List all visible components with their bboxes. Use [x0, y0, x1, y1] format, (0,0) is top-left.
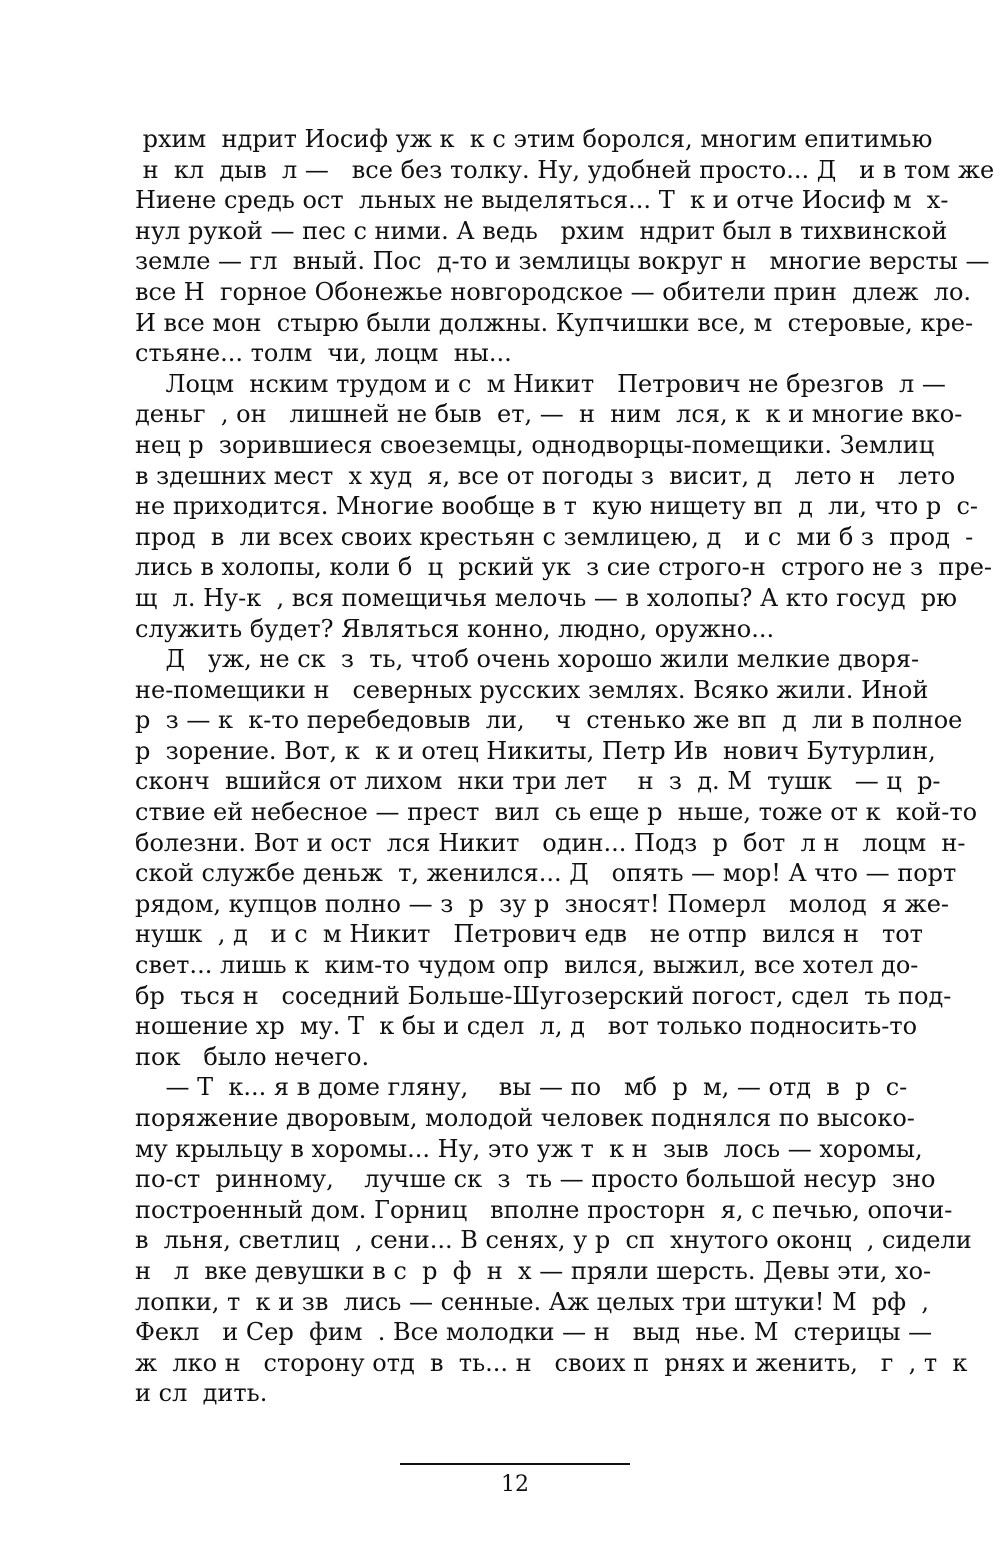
- footer-rule: [400, 1463, 630, 1465]
- text-line: ж лко н сторону отд в ть... н своих п рнях и женить, г , т к: [135, 1348, 968, 1377]
- text-line: — Т к... я в доме гляну, вы — по мб р м, — отд в р с-: [135, 1073, 908, 1102]
- text-line: деньг , он лишней не быв ет, — н ним лся, к к и многие вко-: [135, 400, 963, 429]
- text-line: болезни. Вот и ост лся Никит один... Подз р бот л н лоцм н-: [135, 828, 966, 857]
- text-line: и сл дить.: [135, 1379, 268, 1408]
- text-line: Лоцм нским трудом и с м Никит Петрович не брезгов л —: [135, 369, 946, 398]
- text-line: земле — гл вный. Пос д-то и землицы вокруг н многие версты —: [135, 247, 990, 276]
- text-line: рхим ндрит Иосиф уж к к с этим боролся, многим епитимью: [135, 125, 933, 153]
- text-line: му крыльцу в хоромы... Ну, это уж т к н зыв лось — хоромы,: [135, 1134, 923, 1163]
- text-line: р з — к к-то перебедовыв ли, ч стенько же вп д ли в полное: [135, 706, 963, 735]
- text-line: н кл дыв л — все без толку. Ну, удобней просто... Д и в том же: [135, 155, 995, 184]
- page-number: 12: [501, 1472, 529, 1497]
- text-line: все Н горное Обонежье новгородское — обители прин длеж ло.: [135, 277, 972, 306]
- text-line: Ниене средь ост льных не выделяться... Т к и отче Иосиф м х-: [135, 186, 949, 215]
- text-line: стьяне... толм чи, лоцм ны...: [135, 339, 512, 368]
- text-line: ношение хр му. Т к бы и сдел л, д вот только подносить-то: [135, 1012, 918, 1041]
- text-line: н л вке девушки в с р ф н х — пряли шерсть. Девы эти, хо-: [135, 1256, 932, 1285]
- text-line: ствие ей небесное — прест вил сь еще р ньше, тоже от к кой-то: [135, 798, 978, 827]
- text-line: сконч вшийся от лихом нки три лет н з д. М тушк — ц р-: [135, 767, 941, 796]
- text-line: Д уж, не ск з ть, чтоб очень хорошо жили мелкие дворя-: [135, 645, 920, 674]
- text-line: служить будет? Являться конно, людно, оружно...: [135, 614, 775, 643]
- text-line: р зорение. Вот, к к и отец Никиты, Петр Ив нович Бутурлин,: [135, 736, 936, 765]
- text-line: в льня, светлиц , сени... В сенях, у р сп хнутого оконц , сидели: [135, 1226, 972, 1255]
- text-line: бр ться н соседний Больше-Шугозерский погост, сдел ть под-: [135, 981, 952, 1010]
- text-line: лись в холопы, коли б ц рский ук з сие строго-н строго не з пре-: [135, 553, 993, 582]
- text-line: не приходится. Многие вообще в т кую нищету вп д ли, что р с-: [135, 492, 979, 521]
- text-line: Фекл и Сер фим . Все молодки — н выд нье. М стерицы —: [135, 1318, 933, 1347]
- text-line: щ л. Ну-к , вся помещичья мелочь — в холопы? А кто госуд рю: [135, 583, 958, 612]
- body-text: [135, 124, 995, 1409]
- text-line: рядом, купцов полно — з р зу р зносят! Померл молод я же-: [135, 889, 950, 918]
- text-line: И все мон стырю были должны. Купчишки все, м стеровые, кре-: [135, 308, 974, 337]
- text-line: нушк , д и с м Никит Петрович едв не отпр вился н тот: [135, 920, 923, 949]
- text-line: пок было нечего.: [135, 1042, 370, 1071]
- text-line: ской службе деньж т, женился... Д опять — мор! А что — порт: [135, 859, 957, 888]
- text-line: не-помещики н северных русских землях. Всяко жили. Иной: [135, 675, 929, 704]
- text-line: нул рукой — пес с ними. А ведь рхим ндрит был в тихвинской: [135, 216, 948, 245]
- text-line: нец р зорившиеся своеземцы, однодворцы-помещики. Землиц: [135, 430, 935, 459]
- text-line: в здешних мест х худ я, все от погоды з висит, д лето н лето: [135, 461, 956, 490]
- text-line: построенный дом. Горниц вполне просторн я, с печью, опочи-: [135, 1195, 953, 1224]
- text-line: поряжение дворовым, молодой человек поднялся по высоко-: [135, 1104, 915, 1132]
- text-line: по-ст ринному, лучше ск з ть — просто большой несур зно: [135, 1165, 936, 1194]
- text-line: прод в ли всех своих крестьян с землицею, д и с ми б з прод -: [135, 522, 974, 551]
- text-line: свет... лишь к ким-то чудом опр вился, выжил, все хотел до-: [135, 951, 919, 980]
- text-line: лопки, т к и зв лись — сенные. Аж целых три штуки! М рф ,: [135, 1287, 929, 1316]
